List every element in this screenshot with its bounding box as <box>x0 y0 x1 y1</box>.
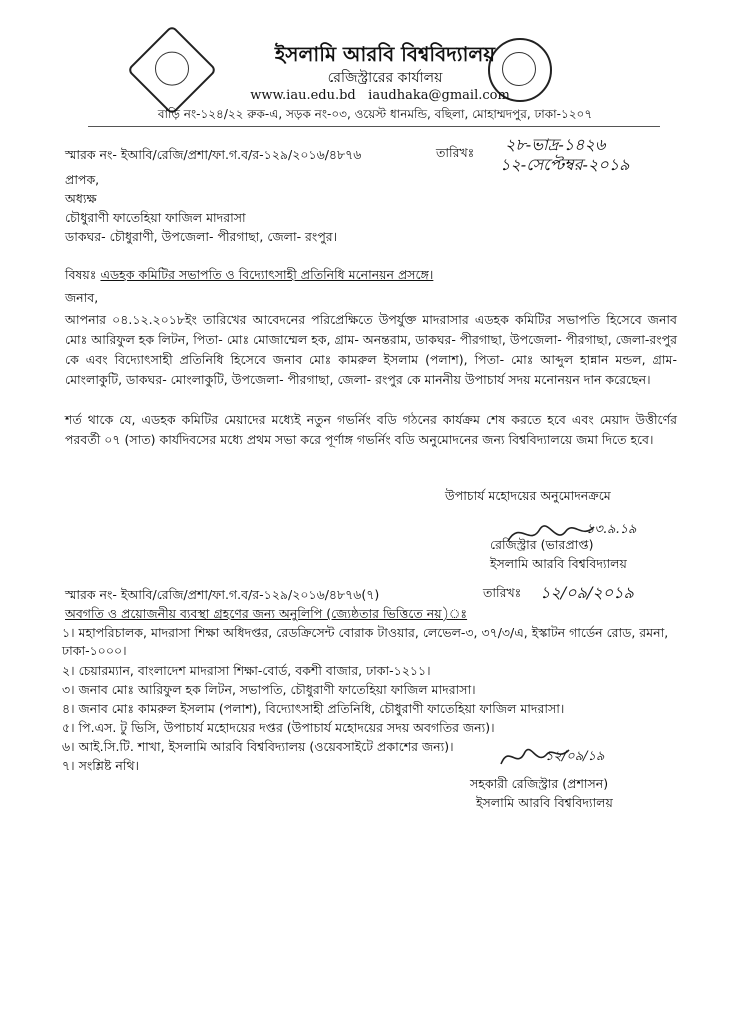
list-item: ৭। সংশ্লিষ্ট নথি। <box>62 758 140 773</box>
subject-text: এডহক কমিটির সভাপতি ও বিদ্যোৎসাহী প্রতিনিধি মনোনয়ন প্রসঙ্গে। <box>100 267 434 282</box>
memo-date-bangla: ২৮-ভাদ্র-১৪২৬ <box>505 135 606 154</box>
body-paragraph-2: শর্ত থাকে যে, এডহক কমিটির মেয়াদের মধ্যেই নতুন গভর্নিং বডি গঠনের কার্যক্রম শেষ করতে হবে এবং মেয়াদ উত্তীর্ণের পরবর্তী ০৭ (সাত) কার্যদিবসের মধ্যে প্রথম সভা করে পূর্ণাঙ্গ গভর্নিং বডি অনুমোদনের জন্য বিশ্ববিদ্যালয়ে জমা দিতে হবে। <box>65 412 677 447</box>
approval-note: উপাচার্য মহোদয়ের অনুমোদনক্রমে <box>445 488 611 503</box>
signature2-institution: ইসলামি আরবি বিশ্ববিদ্যালয় <box>476 795 613 810</box>
signature1-date: ১৩.৯.১৯ <box>586 522 637 537</box>
contact-line <box>230 88 530 103</box>
memo-date-label: তারিখঃ <box>436 145 475 160</box>
signature1-designation: রেজিস্ট্রার (ভারপ্রাপ্ত) <box>490 537 594 552</box>
copy-date-label: তারিখঃ <box>483 585 522 600</box>
body-paragraph-1: আপনার ০৪.১২.২০১৮ইং তারিখের আবেদনের পরিপ্রেক্ষিতে উপর্যুক্ত মাদরাসার এডহক কমিটির সভাপতি হিসেবে জনাব মোঃ আরিফুল হক লিটন, পিতা- মোঃ মোজাম্মেল হক, গ্রাম- অনন্তরাম, ডাকঘর- পীরগাছা, উপজেলা- পীরগাছা, জেলা-রংপুর কে এবং বিদ্যোৎসাহী প্রতিনিধি হিসেবে জনাব মোঃ কামরুল ইসলাম (পলাশ), পিতা- মোঃ আব্দুল হান্নান মন্ডল, গ্রাম- মোংলাকুটি, ডাকঘর- মোংলাকুটি, উপজেলা- পীরগাছা, জেলা- রংপুর কে মাননীয় উপাচার্য সদয় মনোনয়ন দান করেছেন। <box>65 312 677 387</box>
copy-ref: স্মারক নং- ইআবি/রেজি/প্রশা/ফা.গ.ব/র-১২৯/২০১৬/৪৮৭৬(৭) <box>65 587 380 602</box>
subject-line <box>65 265 665 284</box>
office-name: রেজিস্ট্রারের কার্যালয় <box>327 70 443 86</box>
recipient-address: ডাকঘর- চৌধুরাণী, উপজেলা- পীরগাছা, জেলা- রংপুর। <box>65 229 338 244</box>
memo-ref: স্মারক নং- ইআবি/রেজি/প্রশা/ফা.গ.ব/র-১২৯/২০১৬/৪৮৭৬ <box>65 147 362 162</box>
signature1-institution: ইসলামি আরবি বিশ্ববিদ্যালয় <box>490 556 627 571</box>
recipient-title: অধ্যক্ষ <box>65 191 97 206</box>
signature2-date: ১২/০৯/১৯ <box>545 749 605 764</box>
recipient-institution: চৌধুরাণী ফাতেহিয়া ফাজিল মাদরাসা <box>65 210 246 225</box>
website: www.iau.edu.bd <box>250 88 356 103</box>
university-name: ইসলামি আরবি বিশ্ববিদ্যালয় <box>274 42 496 66</box>
list-item: ৫। পি.এস. টু ভিসি, উপাচার্য মহোদয়ের দপ্তর (উপাচার্য মহোদয়ের সদয় অবগতির জন্য)। <box>62 720 495 735</box>
header-divider <box>88 126 660 127</box>
address-line: বাড়ি নং-১২৪/২২ রুক-এ, সড়ক নং-০৩, ওয়েস্ট ধানমন্ডি, বছিলা, মোহাম্মদপুর, ঢাকা-১২০৭ <box>157 107 593 121</box>
list-item: ১। মহাপরিচালক, মাদরাসা শিক্ষা অধিদপ্তর, রেডক্রিসেন্ট বোরাক টাওয়ার, লেভেল-৩, ৩৭/৩/এ, ইস্কাটন গার্ডেন রোড, রমনা, ঢাকা-১০০০। <box>62 625 669 658</box>
subject-label: বিষয়ঃ <box>65 267 97 282</box>
list-item: ৪। জনাব মোঃ কামরুল ইসলাম (পলাশ), বিদ্যোৎসাহী প্রতিনিধি, চৌধুরাণী ফাতেহিয়া ফাজিল মাদরাসা। <box>62 701 565 716</box>
signature2-designation: সহকারী রেজিস্ট্রার (প্রশাসন) <box>470 776 609 791</box>
list-item: ২। চেয়ারম্যান, বাংলাদেশ মাদরাসা শিক্ষা-বোর্ড, বকশী বাজার, ঢাকা-১২১১। <box>62 663 431 678</box>
copy-intro: অবগতি ও প্রয়োজনীয় ব্যবস্থা গ্রহণের জন্য অনুলিপি (জ্যেষ্ঠতার ভিত্তিতে নয়)ঃ <box>65 606 468 621</box>
memo-date-english: ১২-সেপ্টেম্বর-২০১৯ <box>500 155 630 174</box>
list-item: ৩। জনাব মোঃ আরিফুল হক লিটন, সভাপতি, চৌধুরাণী ফাতেহিয়া ফাজিল মাদরাসা। <box>62 682 476 697</box>
recipient-label: প্রাপক, <box>65 172 100 187</box>
salutation: জনাব, <box>65 290 99 305</box>
university-seal-icon <box>127 25 218 116</box>
copy-date-hand: ১২/০৯/২০১৯ <box>540 583 634 602</box>
list-item: ৬। আই.সি.টি. শাখা, ইসলামি আরবি বিশ্ববিদ্যালয় (ওয়েবসাইটে প্রকাশের জন্য)। <box>62 739 454 754</box>
email: iaudhaka@gmail.com <box>368 88 510 103</box>
